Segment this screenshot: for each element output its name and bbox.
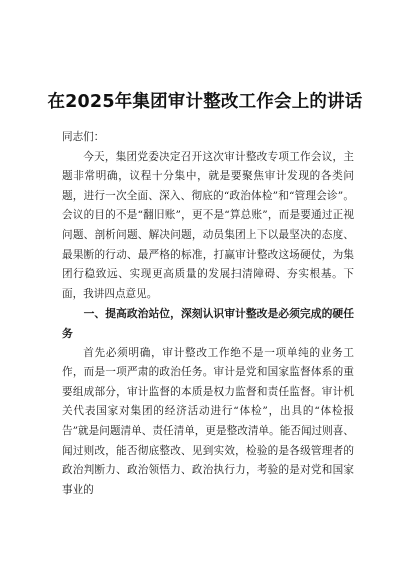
document-title: 在2025年集团审计整改工作会上的讲话 [47,92,363,112]
section-heading-1: 一、提高政治站位，深刻认识审计整改是必须完成的硬任务 [62,307,354,340]
paragraph-intro: 今天，集团党委决定召开这次审计整改专项工作会议，主题非常明确，议程十分集中，就是要聚焦审计发现的各类问题，进行一次全面、深入、彻底的“政治体检”和“管理会诊”。会议的目的不是“翻旧账”，更不是“算总账”，而是要通过正视问题、剖析问题、解决问题，动员集团上下以最坚决的态度、最果断的行动、最严格的标准，打赢审计整改这场硬仗，为集团行稳致远、实现更高质量的发展扫清障碍、夯实根基。下面，我讲四点意见。 [62,150,354,300]
document-body [62,128,354,500]
salutation: 同志们： [62,131,105,143]
paragraph-section-1: 首先必须明确，审计整改工作绝不是一项单纯的业务工作，而是一项严肃的政治任务。审计是党和国家监督体系的重要组成部分，审计监督的本质是权力监督和责任监督。审计机关代表国家对集团的经济活动进行“体检”，出具的“体检报告”就是问题清单、责任清单，更是整改清单。能否闻过则喜、闻过则改，能否彻底整改、见到实效，检验的是各级管理者的政治判断力、政治领悟力、政治执行力，考验的是对党和国家事业的 [62,346,354,496]
